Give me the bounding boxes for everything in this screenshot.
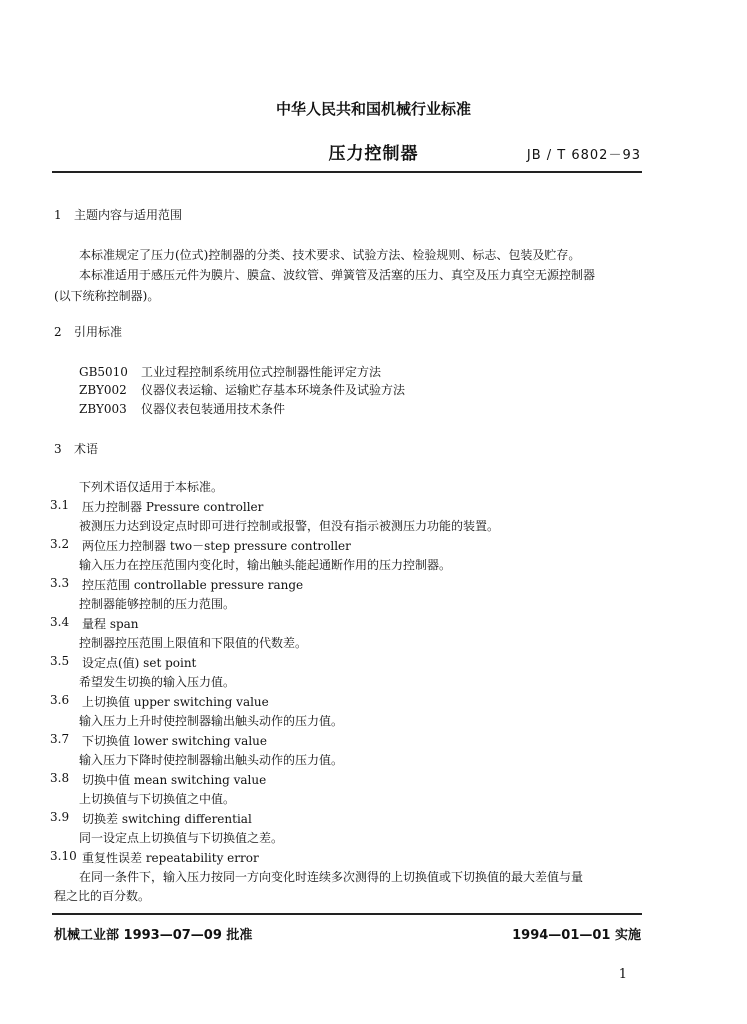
term-number: 3.6 <box>50 693 70 707</box>
paragraph: 下列术语仅适用于本标准。 <box>79 480 224 494</box>
page-number: 1 <box>618 967 627 982</box>
term-number: 3.1 <box>50 498 70 512</box>
org-title: 中华人民共和国机械行业标准 <box>275 100 471 118</box>
term-number: 3.2 <box>50 537 70 551</box>
term-name: 压力控制器 Pressure controller <box>82 500 264 514</box>
term-definition: 输入压力在控压范围内变化时，输出触头能起通断作用的压力控制器。 <box>79 558 452 572</box>
section-number: 2 <box>54 325 62 339</box>
section-title: 术语 <box>74 442 99 456</box>
footer-rule <box>52 913 642 915</box>
section-heading-3 <box>54 440 98 457</box>
reference-code: GB5010 <box>79 365 128 379</box>
approval-date: 机械工业部 1993—07—09 批准 <box>54 928 253 943</box>
term-name: 切换差 switching differential <box>82 812 252 826</box>
section-heading-2 <box>54 323 122 340</box>
reference-item <box>79 363 381 380</box>
term-number: 3.4 <box>50 615 70 629</box>
term-name: 两位压力控制器 two－step pressure controller <box>82 539 351 553</box>
reference-code: ZBY002 <box>79 383 127 397</box>
term-number: 3.3 <box>50 576 70 590</box>
paragraph: 本标准规定了压力(位式)控制器的分类、技术要求、试验方法、检验规则、标志、包装及贮存。 <box>79 248 581 262</box>
term-name: 控压范围 controllable pressure range <box>82 578 304 592</box>
term-name: 切换中值 mean switching value <box>82 773 267 787</box>
term-name: 下切换值 lower switching value <box>82 734 268 748</box>
term-definition: 输入压力上升时使控制器输出触头动作的压力值。 <box>79 714 344 728</box>
document-code: JB / T 6802－93 <box>526 148 641 163</box>
term-definition: 同一设定点上切换值与下切换值之差。 <box>79 831 284 845</box>
term-definition-continued: 程之比的百分数。 <box>54 889 151 903</box>
term-name: 量程 span <box>82 617 139 631</box>
page-title: 压力控制器 <box>328 144 419 164</box>
term-name: 上切换值 upper switching value <box>82 695 269 709</box>
term-definition: 输入压力下降时使控制器输出触头动作的压力值。 <box>79 753 344 767</box>
section-title: 主题内容与适用范围 <box>74 208 183 222</box>
reference-title: 仪器仪表包装通用技术条件 <box>141 402 286 416</box>
term-name: 设定点(值) set point <box>82 656 197 670</box>
term-definition: 在同一条件下，输入压力按同一方向变化时连续多次测得的上切换值或下切换值的最大差值与量 <box>79 870 584 884</box>
section-number: 3 <box>54 442 62 456</box>
effective-date: 1994—01—01 实施 <box>512 928 641 943</box>
reference-title: 工业过程控制系统用位式控制器性能评定方法 <box>141 365 382 379</box>
term-number: 3.9 <box>50 810 70 824</box>
reference-item <box>79 400 285 417</box>
term-definition: 控制器控压范围上限值和下限值的代数差。 <box>79 636 308 650</box>
term-number: 3.8 <box>50 771 70 785</box>
reference-title: 仪器仪表运输、运输贮存基本环境条件及试验方法 <box>141 383 406 397</box>
paragraph: (以下统称控制器)。 <box>54 289 160 303</box>
term-number: 3.7 <box>50 732 70 746</box>
section-heading-1 <box>54 206 182 223</box>
paragraph: 本标准适用于感压元件为膜片、膜盒、波纹管、弹簧管及活塞的压力、真空及压力真空无源控制器 <box>79 268 596 282</box>
section-title: 引用标准 <box>74 325 123 339</box>
reference-code: ZBY003 <box>79 402 127 416</box>
term-definition: 上切换值与下切换值之中值。 <box>79 792 236 806</box>
term-definition: 控制器能够控制的压力范围。 <box>79 597 236 611</box>
term-number: 3.10 <box>50 849 77 863</box>
reference-item <box>79 381 405 398</box>
term-name: 重复性误差 repeatability error <box>82 851 259 865</box>
term-number: 3.5 <box>50 654 70 668</box>
term-definition: 希望发生切换的输入压力值。 <box>79 675 236 689</box>
term-definition: 被测压力达到设定点时即可进行控制或报警，但没有指示被测压力功能的装置。 <box>79 519 500 533</box>
section-number: 1 <box>54 208 62 222</box>
header-rule <box>52 171 642 173</box>
